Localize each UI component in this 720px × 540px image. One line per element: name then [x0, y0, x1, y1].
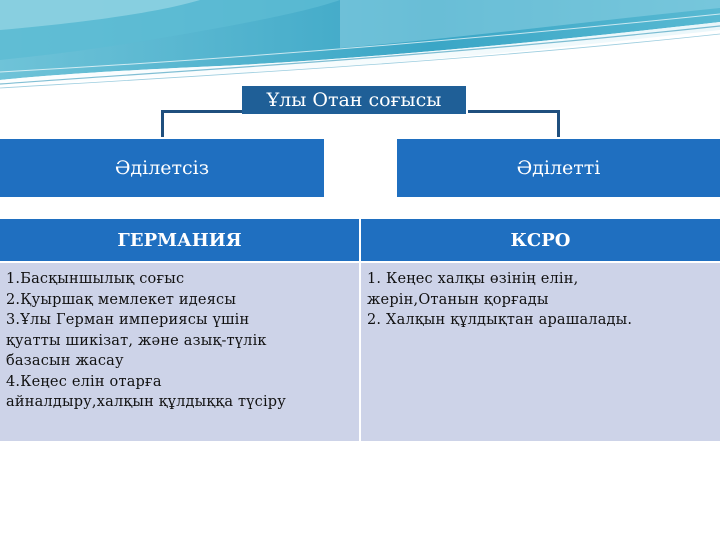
decorative-wave-banner — [0, 0, 720, 90]
list-item: қуатты шикізат, және азық-түлік — [6, 332, 267, 349]
unjust-box: Әділетсіз — [0, 139, 324, 197]
connector-line-right — [468, 110, 560, 137]
just-box: Әділетті — [397, 139, 720, 197]
ussr-cell — [360, 262, 720, 441]
table-row — [0, 262, 720, 441]
header-germany: ГЕРМАНИЯ — [0, 219, 360, 262]
list-item: айналдыру,халқын құлдыққа түсіру — [6, 394, 287, 410]
list-item: 1. Кеңес халқы өзінің елін, — [367, 271, 579, 287]
diagram-title: Ұлы Отан соғысы — [242, 86, 466, 114]
table-header-row — [0, 219, 720, 262]
list-item: 4.Кеңес елін отарға — [6, 373, 162, 390]
list-item: 2.Қуыршақ мемлекет идеясы — [6, 291, 237, 308]
list-item: жерін,Отанын қорғады — [367, 291, 549, 308]
comparison-table — [0, 219, 720, 441]
connector-line-left — [161, 110, 245, 137]
list-item: базасын жасау — [6, 353, 124, 369]
list-item: 3.Ұлы Герман империясы үшін — [6, 312, 250, 328]
germany-cell — [0, 262, 360, 441]
header-ussr: КСРО — [360, 219, 720, 262]
list-item: 1.Басқыншылық соғыс — [6, 271, 185, 287]
list-item: 2. Халқын құлдықтан арашалады. — [367, 312, 633, 328]
